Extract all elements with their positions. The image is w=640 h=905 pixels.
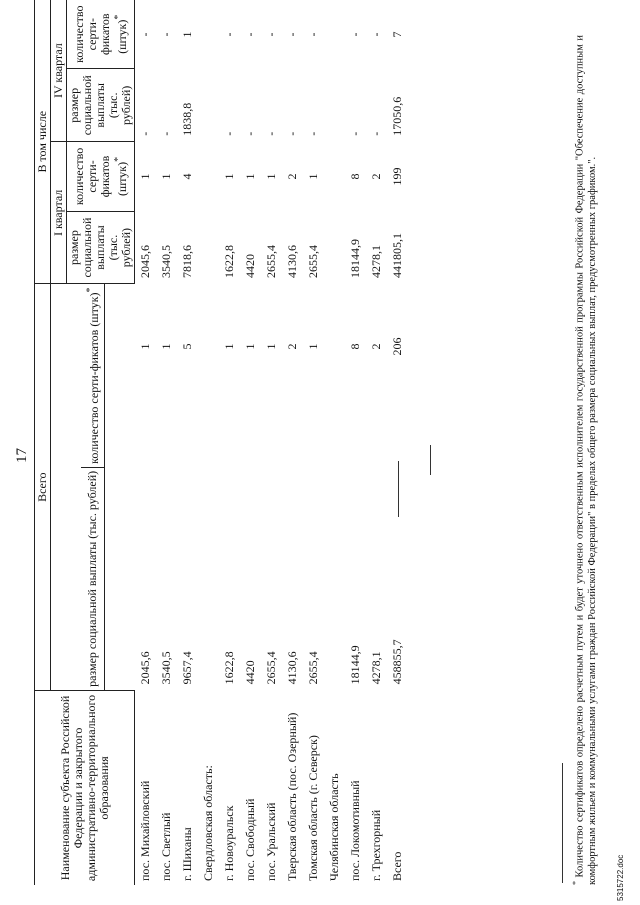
- table-row: [219, 0, 240, 885]
- row-q4-count: -: [243, 32, 257, 37]
- row-total-amount: 2045,6: [137, 651, 152, 685]
- row-total-amount: [198, 409, 219, 690]
- row-q1-amount: [324, 211, 345, 284]
- row-total-amount: 1622,8: [222, 651, 236, 685]
- header-q1: I квартал: [51, 142, 67, 284]
- row-total-count: 8: [348, 343, 362, 350]
- row-q4-amount: -: [306, 131, 320, 136]
- separator-line: [430, 445, 431, 475]
- table-row: [261, 0, 282, 885]
- row-total-amount: 4130,6: [285, 651, 299, 685]
- row-q1-amount: 3540,5: [159, 245, 173, 278]
- table-row: [156, 0, 177, 885]
- row-q1-amount: 1622,8: [222, 245, 236, 278]
- row-q1-count: 1: [138, 173, 152, 180]
- row-q1-amount: 4130,6: [285, 245, 299, 278]
- row-total-amount: 18144,9: [348, 645, 362, 685]
- header-total-amount: размер социальной выплаты (тыс. рублей): [84, 470, 99, 687]
- row-q1-count: 1: [306, 173, 320, 180]
- row-total-count: 1: [159, 343, 173, 350]
- row-q4-count: 1: [180, 31, 194, 38]
- footnote-rule: [562, 763, 563, 883]
- row-q4-count: -: [138, 32, 152, 37]
- row-total-count: 5: [180, 343, 194, 350]
- table-row: [135, 0, 157, 885]
- row-q4-amount: -: [348, 131, 362, 136]
- row-total-count: 2: [369, 343, 383, 350]
- row-total-count: 206: [390, 337, 404, 356]
- row-q4-count: [198, 0, 219, 69]
- row-q4-amount: 17050,6: [390, 96, 404, 136]
- row-name: пос. Локомотивный: [348, 780, 362, 881]
- header-row-1: [35, 0, 51, 885]
- row-q4-count: 7: [390, 31, 404, 38]
- row-name: г. Шиханы: [180, 827, 194, 881]
- separator-line: [398, 461, 399, 517]
- row-name: пос. Свободный: [243, 798, 257, 881]
- row-name: пос. Светлый: [159, 812, 173, 881]
- row-total-count: 1: [306, 343, 320, 350]
- header-total: Всего: [35, 284, 51, 690]
- row-total-amount: 2655,4: [306, 651, 320, 685]
- row-q4-count: [324, 0, 345, 69]
- row-q1-amount: 2045,6: [138, 245, 152, 278]
- row-q1-amount: 18144,9: [348, 239, 362, 278]
- table-row: [240, 0, 261, 885]
- header-q1-count: количество серти-фикатов (штук)*: [67, 142, 135, 211]
- row-q1-count: 4: [180, 173, 194, 180]
- table-row: [366, 0, 387, 885]
- row-total-count: 2: [285, 343, 299, 350]
- row-q4-count: -: [285, 32, 299, 37]
- table-row: [282, 0, 303, 885]
- page-number: 17: [14, 448, 30, 463]
- row-name: Свердловская область:: [201, 765, 215, 881]
- data-table: [34, 0, 408, 885]
- row-name: г. Новоуральск: [222, 805, 236, 881]
- row-q4-amount: [198, 69, 219, 142]
- header-name: Наименование субъекта Российской Федерации и закрытого административно-территориального образования: [35, 690, 135, 885]
- header-in-that-number: В том числе: [35, 0, 51, 284]
- row-q4-count: -: [369, 32, 383, 37]
- row-total-amount: 458855,7: [390, 639, 404, 685]
- row-q1-count: 1: [159, 173, 173, 180]
- row-q4-count: -: [222, 32, 236, 37]
- row-total-amount: 4278,1: [369, 651, 383, 685]
- row-name: Челябинская область: [327, 773, 341, 881]
- table-row: [324, 0, 345, 885]
- row-q1-count: [324, 142, 345, 211]
- row-q4-amount: -: [159, 131, 173, 136]
- row-q1-count: 1: [264, 173, 278, 180]
- row-q1-count: 2: [285, 173, 299, 180]
- header-total-sub: [51, 284, 135, 690]
- row-q4-amount: -: [138, 131, 152, 136]
- row-total-count: 1: [243, 343, 257, 350]
- row-total-amount: 9657,4: [180, 651, 194, 685]
- row-q1-count: 2: [369, 173, 383, 180]
- row-q1-count: 8: [348, 173, 362, 180]
- row-q4-amount: -: [264, 131, 278, 136]
- row-q4-amount: [324, 69, 345, 142]
- row-name: пос. Уральский: [264, 802, 278, 881]
- row-q1-amount: 441805,1: [390, 233, 404, 278]
- row-q4-amount: -: [243, 131, 257, 136]
- row-name: Тверская область (пос. Озерный): [285, 712, 299, 881]
- row-q4-count: -: [159, 32, 173, 37]
- row-name: Всего: [390, 851, 404, 881]
- table-row: [198, 0, 219, 885]
- row-q4-amount: -: [285, 131, 299, 136]
- header-q4-count: количество серти-фикатов (штук)*: [67, 0, 135, 69]
- row-total-amount: [324, 409, 345, 690]
- row-total-count: [198, 284, 219, 409]
- header-q1-amount: размер социальной выплаты (тыс. рублей): [67, 211, 135, 284]
- header-q4-amount: размер социальной выплаты (тыс. рублей): [67, 69, 135, 142]
- row-total-amount: 2655,4: [264, 651, 278, 685]
- table-row-total: [387, 0, 408, 885]
- footnote: [570, 35, 599, 885]
- row-name: пос. Михайловский: [138, 780, 152, 881]
- row-q1-amount: [198, 211, 219, 284]
- row-q4-amount: -: [369, 131, 383, 136]
- row-total-amount: 4420: [243, 660, 257, 685]
- footnote-text: Количество сертификатов определено расчетным путем и будет уточнено ответственным исполнителем государственной программы Российской Федерации "Обеспечение доступным и комфортным жильем и коммунальными услугами граждан Российской Федерации" в пределах общего размера социальных выплат, предусмотренных графиком.".: [574, 35, 598, 885]
- row-q4-count: -: [306, 32, 320, 37]
- footnote-mark: *: [571, 881, 580, 885]
- row-total-amount: 3540,5: [159, 651, 173, 685]
- row-q1-count: 1: [222, 173, 236, 180]
- row-total-count: 1: [137, 343, 152, 350]
- document-id: 5315722.doc: [616, 854, 625, 901]
- row-q1-count: 199: [390, 167, 404, 186]
- row-total-count: 1: [222, 343, 236, 350]
- header-total-count-mark: *: [84, 287, 96, 293]
- row-q4-count: -: [348, 32, 362, 37]
- row-q1-amount: 2655,4: [264, 245, 278, 278]
- row-name: г. Трехгорный: [369, 809, 383, 881]
- header-total-count: количество серти-фикатов (штук): [86, 292, 101, 464]
- row-q4-count: -: [264, 32, 278, 37]
- row-q1-count: 1: [243, 173, 257, 180]
- row-q1-amount: 7818,6: [180, 245, 194, 278]
- table-row: [345, 0, 366, 885]
- table-row: [177, 0, 198, 885]
- row-name: Томская область (г. Северск): [306, 735, 320, 881]
- row-q1-count: [198, 142, 219, 211]
- row-total-count: [324, 284, 345, 409]
- row-q1-amount: 2655,4: [306, 245, 320, 278]
- row-q1-amount: 4420: [243, 254, 257, 278]
- row-q4-amount: -: [222, 131, 236, 136]
- row-total-count: 1: [264, 343, 278, 350]
- header-q4: IV квартал: [51, 0, 67, 142]
- row-q1-amount: 4278,1: [369, 245, 383, 278]
- table-row: [303, 0, 324, 885]
- row-q4-amount: 1838,8: [180, 102, 194, 136]
